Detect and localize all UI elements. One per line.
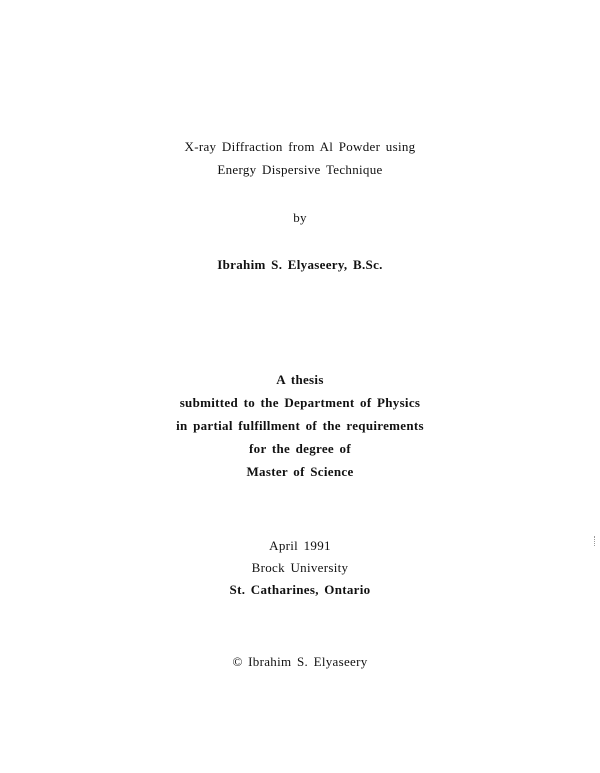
scan-margin-mark xyxy=(594,536,596,546)
publication-date: April 1991 xyxy=(269,538,331,553)
thesis-line-1: A thesis xyxy=(276,372,324,387)
copyright-notice: © Ibrahim S. Elyaseery xyxy=(232,654,368,669)
by-label: by xyxy=(293,210,307,225)
thesis-line-4: for the degree of xyxy=(249,441,351,456)
title-line-1: X-ray Diffraction from Al Powder using xyxy=(184,139,416,154)
title-line-2: Energy Dispersive Technique xyxy=(217,162,383,177)
author-name: Ibrahim S. Elyaseery, B.Sc. xyxy=(217,257,383,272)
thesis-line-2: submitted to the Department of Physics xyxy=(179,395,421,410)
thesis-line-5: Master of Science xyxy=(246,464,354,479)
university-name: Brock University xyxy=(251,560,349,575)
thesis-line-3: in partial fulfillment of the requirements xyxy=(176,418,424,433)
university-location: St. Catharines, Ontario xyxy=(229,582,371,597)
